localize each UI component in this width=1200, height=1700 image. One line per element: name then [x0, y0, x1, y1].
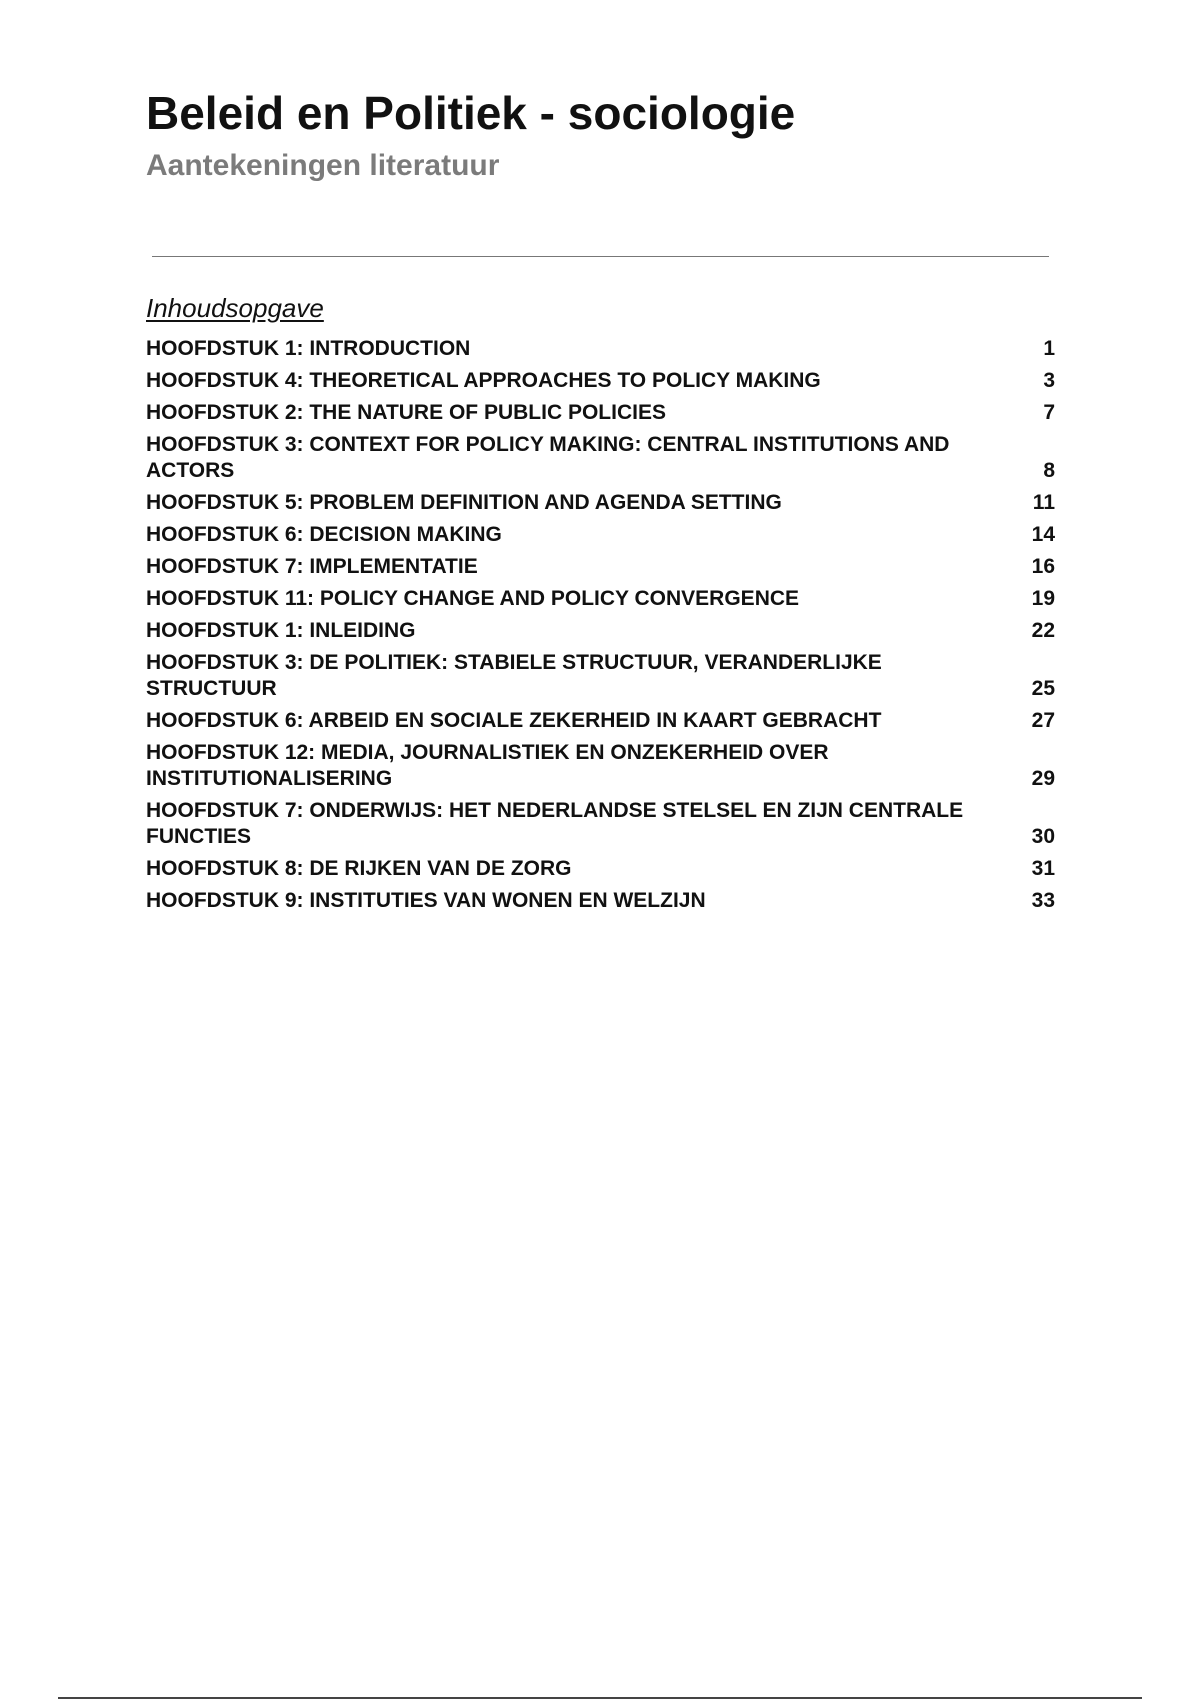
toc-entry-page[interactable]: 29	[1031, 767, 1055, 790]
toc-entry-label[interactable]: HOOFDSTUK 4: THEORETICAL APPROACHES TO POLICY MAKING	[146, 369, 821, 392]
toc-entry-label[interactable]: HOOFDSTUK 11: POLICY CHANGE AND POLICY CONVERGENCE	[146, 587, 800, 610]
toc-entry-page[interactable]: 19	[1031, 587, 1055, 610]
toc-entry[interactable]	[146, 336, 1055, 362]
toc-entry[interactable]	[146, 798, 1055, 850]
toc-entry-page[interactable]: 16	[1031, 555, 1055, 578]
toc-entry[interactable]	[146, 490, 1055, 516]
toc-entry[interactable]	[146, 522, 1055, 548]
toc-entry-page[interactable]: 30	[1031, 825, 1055, 848]
toc-entry-label[interactable]: HOOFDSTUK 5: PROBLEM DEFINITION AND AGENDA SETTING	[146, 491, 782, 514]
toc-entry[interactable]	[146, 554, 1055, 580]
toc-entry-label[interactable]: HOOFDSTUK 6: ARBEID EN SOCIALE ZEKERHEID IN KAART GEBRACHT	[146, 709, 882, 732]
toc-entry[interactable]	[146, 856, 1055, 882]
toc-entry-label[interactable]: HOOFDSTUK 1: INLEIDING	[146, 619, 416, 642]
toc-entry-label[interactable]: HOOFDSTUK 9: INSTITUTIES VAN WONEN EN WELZIJN	[146, 889, 706, 912]
toc-entry-label[interactable]: HOOFDSTUK 2: THE NATURE OF PUBLIC POLICIES	[146, 401, 666, 424]
document-subtitle: Aantekeningen literatuur	[146, 149, 500, 182]
toc-entry[interactable]	[146, 586, 1055, 612]
toc-entry-page[interactable]: 25	[1031, 677, 1055, 700]
toc-entry-page[interactable]: 27	[1031, 709, 1055, 732]
toc-entry[interactable]	[146, 740, 1055, 792]
toc-entry[interactable]	[146, 432, 1055, 484]
toc-entry-label[interactable]: HOOFDSTUK 3: DE POLITIEK: STABIELE STRUCTUUR, VERANDERLIJKE STRUCTUUR	[146, 651, 882, 700]
toc-entry-page[interactable]: 11	[1032, 491, 1055, 514]
toc-entry-page[interactable]: 22	[1031, 619, 1055, 642]
toc-entry-label[interactable]: HOOFDSTUK 7: ONDERWIJS: HET NEDERLANDSE STELSEL EN ZIJN CENTRALE FUNCTIES	[146, 799, 964, 848]
toc-entry-label[interactable]: HOOFDSTUK 3: CONTEXT FOR POLICY MAKING: CENTRAL INSTITUTIONS AND ACTORS	[146, 433, 950, 482]
toc-entry-label[interactable]: HOOFDSTUK 7: IMPLEMENTATIE	[146, 555, 478, 578]
document-title: Beleid en Politiek - sociologie	[146, 87, 796, 139]
table-of-contents	[146, 336, 1055, 920]
toc-entry-page[interactable]: 33	[1031, 889, 1055, 912]
toc-entry[interactable]	[146, 368, 1055, 394]
toc-entry[interactable]	[146, 400, 1055, 426]
toc-entry-page[interactable]: 1	[1043, 337, 1055, 360]
toc-entry[interactable]	[146, 708, 1055, 734]
toc-entry[interactable]	[146, 888, 1055, 914]
toc-entry-label[interactable]: HOOFDSTUK 6: DECISION MAKING	[146, 523, 502, 546]
toc-entry[interactable]	[146, 618, 1055, 644]
toc-entry-page[interactable]: 3	[1043, 369, 1055, 392]
toc-entry-page[interactable]: 7	[1043, 401, 1055, 424]
toc-entry[interactable]	[146, 650, 1055, 702]
toc-heading: Inhoudsopgave	[146, 293, 324, 323]
toc-entry-page[interactable]: 8	[1043, 459, 1055, 482]
toc-entry-label[interactable]: HOOFDSTUK 12: MEDIA, JOURNALISTIEK EN ONZEKERHEID OVER INSTITUTIONALISERING	[146, 741, 829, 790]
toc-entry-label[interactable]: HOOFDSTUK 1: INTRODUCTION	[146, 337, 471, 360]
footer-divider	[58, 1697, 1142, 1699]
horizontal-divider	[152, 256, 1049, 257]
toc-entry-page[interactable]: 31	[1031, 857, 1055, 880]
toc-entry-label[interactable]: HOOFDSTUK 8: DE RIJKEN VAN DE ZORG	[146, 857, 572, 880]
toc-entry-page[interactable]: 14	[1031, 523, 1055, 546]
